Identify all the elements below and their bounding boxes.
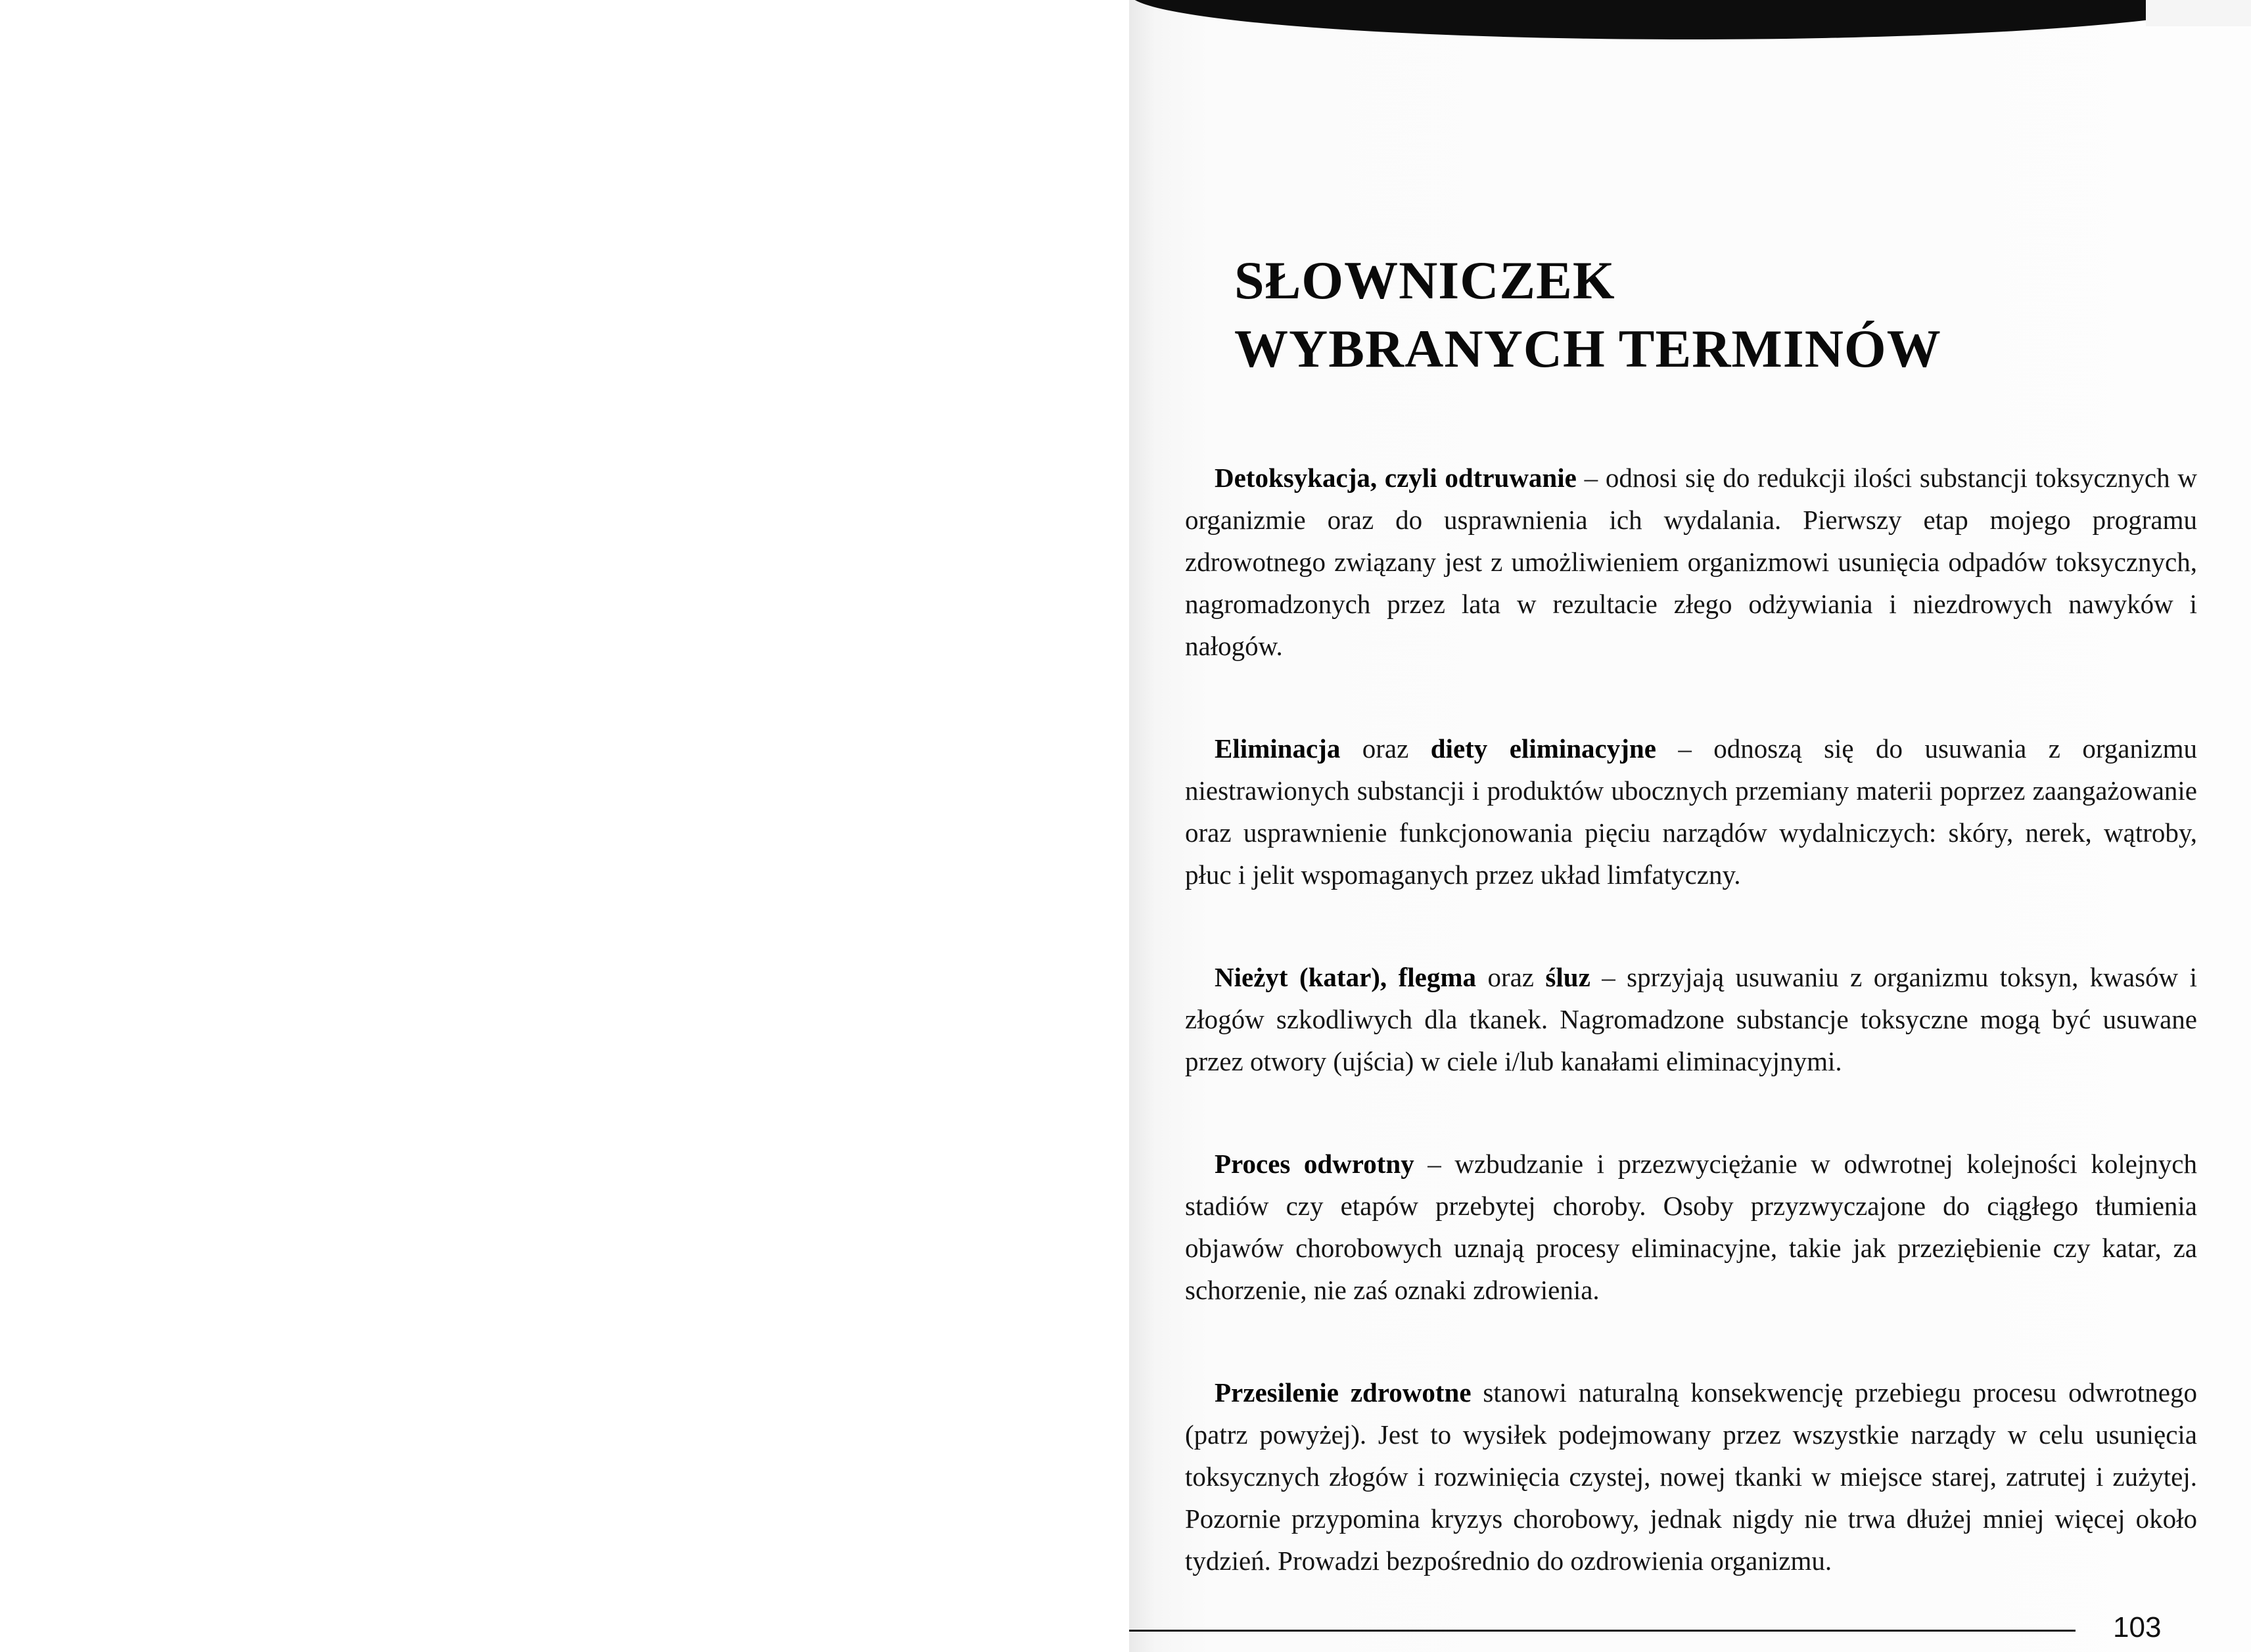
- entry-separator: –: [1656, 733, 1714, 764]
- entry-joiner: oraz: [1340, 733, 1431, 764]
- title-line-2: WYBRANYCH TERMINÓW: [1234, 319, 1941, 379]
- entry-term: Detoksykacja, czyli odtruwanie: [1215, 463, 1577, 493]
- entry-term: Przesilenie zdrowotne: [1215, 1377, 1472, 1408]
- entry-joiner: oraz: [1476, 962, 1546, 992]
- entry-term: Nieżyt (katar), flegma: [1215, 962, 1477, 992]
- glossary-entry-przesilenie: [1185, 1371, 2197, 1582]
- entry-separator: –: [1576, 463, 1606, 493]
- entry-definition: odnosi się do redukcji ilości substancji toksycznych w organizmie oraz do usprawnienia ich wydalania. Pierwszy etap mojego programu zdrowotnego związany jest z umożliwieniem organizmowi usunięcia odpadów toksycznych, nagromadzonych przez lata w rezultacie złego odżywiania i niezdrowych nawyków i nałogów.: [1185, 463, 2198, 661]
- glossary-entry-proces-odwrotny: [1185, 1143, 2197, 1311]
- page-number: 103: [2113, 1611, 2162, 1643]
- glossary-entries: [1185, 457, 2197, 1642]
- entry-definition: stanowi naturalną konsekwencję przebiegu procesu odwrotnego (patrz powyżej). Jest to wysiłek podejmowany przez wszystkie narządy w celu usunięcia toksycznych złogów i rozwinięcia czystej, nowej tkanki w miejsce starej, zatrutej i zużytej. Pozornie przypomina kryzys chorobowy, jednak nigdy nie trwa dłużej mniej więcej około tydzień. Prowadzi bezpośrednio do ozdrowienia organizmu.: [1185, 1377, 2197, 1576]
- entry-separator: [1472, 1377, 1483, 1408]
- entry-term: Eliminacja: [1215, 733, 1341, 764]
- entry-definition: wzbudzanie i przezwyciężanie w odwrotnej kolejności kolejnych stadiów czy etapów przebytej choroby. Osoby przyzwyczajone do ciągłego tłumienia objawów chorobowych uznają procesy eliminacyjne, takie jak przeziębienie czy katar, za schorzenie, nie zaś oznaki zdrowienia.: [1185, 1149, 2197, 1305]
- page-title: [1234, 246, 1941, 383]
- glossary-entry-eliminacja: [1185, 727, 2197, 896]
- entry-term-secondary: diety eliminacyjne: [1430, 733, 1656, 764]
- entry-definition: odnoszą się do usuwania z organizmu niestrawionych substancji i produktów ubocznych przemiany materii poprzez zaangażowanie oraz usprawnienie funkcjonowania pięciu narządów wydalniczych: skóry, nerek, wątroby, płuc i jelit wspomaganych przez układ limfatyczny.: [1185, 733, 2197, 890]
- entry-term: Proces odwrotny: [1215, 1149, 1414, 1179]
- entry-definition: sprzyjają usuwaniu z organizmu toksyn, kwasów i złogów szkodliwych dla tkanek. Nagromadzone substancje toksyczne mogą być usuwane przez otwory (ujścia) w ciele i/lub kanałami eliminacyjnymi.: [1185, 962, 2197, 1076]
- page-content: [1149, 0, 2198, 1652]
- glossary-entry-detoksykacja: [1185, 457, 2197, 667]
- entry-separator: –: [1414, 1149, 1455, 1179]
- title-line-1: SŁOWNICZEK: [1234, 250, 1615, 310]
- glossary-entry-niezyt: [1185, 956, 2197, 1082]
- entry-separator: –: [1590, 962, 1627, 992]
- footer-rule: [1129, 1630, 2076, 1632]
- entry-term-secondary: śluz: [1545, 962, 1590, 992]
